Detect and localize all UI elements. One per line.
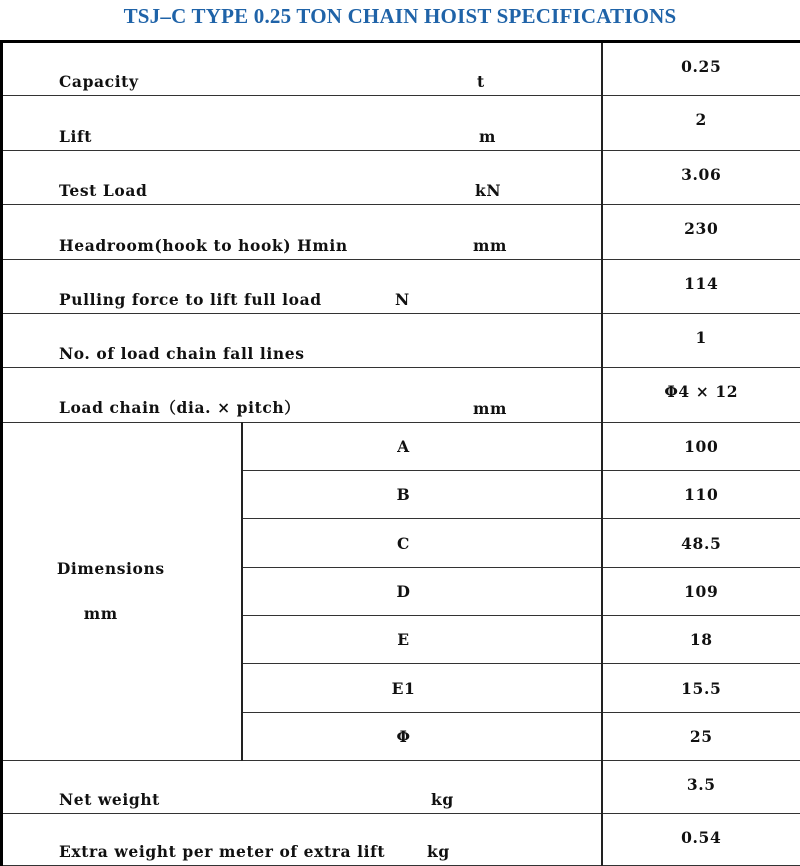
spec-label: Capacity <box>59 72 139 92</box>
spec-value: 0.25 <box>602 42 800 96</box>
spec-label: Load chain（dia. × pitch） <box>59 397 301 417</box>
dimension-value: 25 <box>602 712 800 760</box>
spec-unit: kg <box>431 789 454 809</box>
spec-label: No. of load chain fall lines <box>59 344 305 364</box>
spec-value: 230 <box>602 205 800 259</box>
spec-label-cell <box>2 150 602 204</box>
dimension-value: 18 <box>602 616 800 664</box>
dimension-name: C <box>242 519 602 567</box>
dimensions-unit: mm <box>83 604 118 624</box>
dimension-name: A <box>242 422 602 470</box>
dimension-value: 15.5 <box>602 664 800 712</box>
spec-value: Φ4 × 12 <box>602 368 800 422</box>
dimension-name: E <box>242 616 602 664</box>
spec-value: 2 <box>602 96 800 150</box>
table-row-capacity <box>2 42 800 96</box>
spec-unit: t <box>477 72 485 92</box>
spec-unit: kg <box>427 842 450 861</box>
table-row-dimension-a <box>2 422 800 470</box>
spec-label-cell <box>2 205 602 259</box>
dimension-value: 100 <box>602 422 800 470</box>
spec-unit: N <box>395 289 410 309</box>
table-row-pulling-force <box>2 259 800 313</box>
spec-label: Net weight <box>59 789 160 809</box>
spec-unit: mm <box>473 398 508 418</box>
table-row-lift <box>2 96 800 150</box>
spec-label: Lift <box>59 126 93 146</box>
dimension-value: 109 <box>602 567 800 615</box>
spec-value: 114 <box>602 259 800 313</box>
dimensions-label-cell <box>2 422 242 760</box>
table-row-headroom <box>2 205 800 259</box>
table-row-extra-weight <box>2 813 800 865</box>
spec-label: Headroom(hook to hook) Hmin <box>59 235 348 255</box>
spec-label: Test Load <box>59 181 148 201</box>
table-row-net-weight <box>2 761 800 813</box>
spec-label-cell <box>2 813 602 865</box>
table-row-test-load <box>2 150 800 204</box>
spec-unit: kN <box>475 181 502 201</box>
dimension-name: B <box>242 471 602 519</box>
dimension-value: 48.5 <box>602 519 800 567</box>
spec-label: Extra weight per meter of extra lift <box>59 842 386 861</box>
dimension-name: Φ <box>242 712 602 760</box>
spec-label-cell <box>2 313 602 367</box>
dimension-value: 110 <box>602 471 800 519</box>
spec-value: 0.54 <box>602 813 800 865</box>
spec-label-cell <box>2 96 602 150</box>
page-title: TSJ–C TYPE 0.25 TON CHAIN HOIST SPECIFICATIONS <box>123 4 677 28</box>
spec-value: 3.5 <box>602 761 800 813</box>
dimension-name: D <box>242 567 602 615</box>
spec-label-cell <box>2 761 602 813</box>
dimensions-label: Dimensions <box>56 559 165 579</box>
spec-label-cell <box>2 42 602 96</box>
spec-label: Pulling force to lift full load <box>59 289 322 309</box>
spec-label-cell <box>2 368 602 422</box>
specifications-table <box>0 40 800 866</box>
spec-unit: m <box>479 126 497 146</box>
spec-label-cell <box>2 259 602 313</box>
dimension-name: E1 <box>242 664 602 712</box>
spec-value: 1 <box>602 313 800 367</box>
table-row-load-chain <box>2 368 800 422</box>
spec-value: 3.06 <box>602 150 800 204</box>
table-row-chain-fall-lines <box>2 313 800 367</box>
spec-unit: mm <box>473 235 508 255</box>
